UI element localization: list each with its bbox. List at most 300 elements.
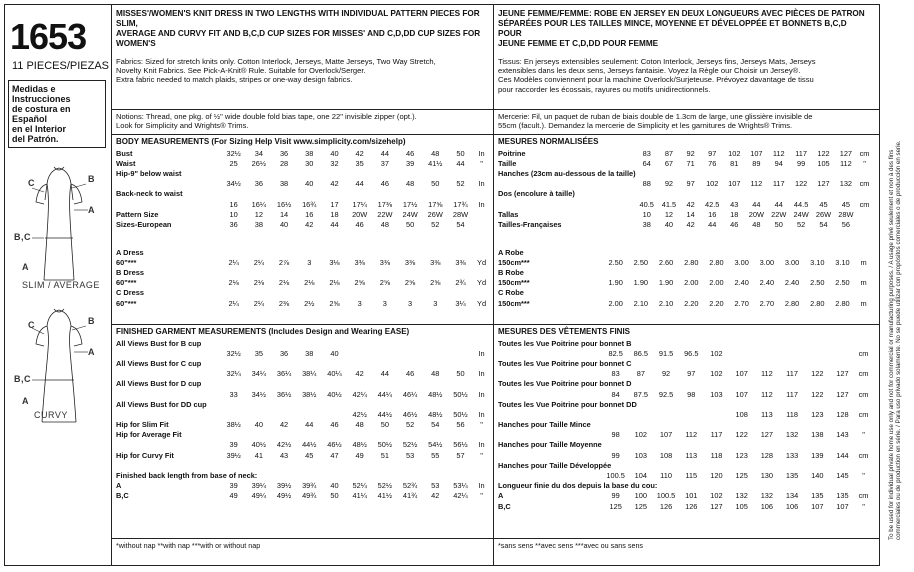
table-cell: 125 (609, 501, 622, 511)
label-a-curvy-bottom: A (22, 396, 29, 406)
table-cell: 112 (685, 430, 698, 440)
table-cell: 120 (710, 471, 723, 481)
table-cell: 12 (664, 209, 674, 219)
unit-cell: " (863, 158, 866, 168)
row-label: Toutes les Vue Poitrine pour bonnet DD (498, 399, 637, 409)
table-cell: 42¼ (453, 491, 468, 501)
table-cell: 49 (355, 450, 364, 460)
table-cell: 2⅞ (278, 257, 290, 267)
table-cell: 139 (811, 450, 824, 460)
row-label: C Dress (116, 288, 144, 298)
table-cell: 102 (710, 369, 723, 379)
table-cell: 45 (819, 199, 828, 209)
table-cell: 41½ (428, 158, 443, 168)
table-cell: 16 (305, 209, 314, 219)
table-cell (768, 189, 790, 199)
table-cell: 92.5 (658, 389, 674, 399)
unit-cell: In (478, 148, 485, 158)
table-cell: 44¼ (377, 389, 393, 399)
french-fabrics (498, 57, 872, 94)
table-cell: 32½ (226, 348, 241, 358)
table-cell: 97 (708, 148, 717, 158)
unit-cell: In (478, 409, 485, 419)
table-cell: 125 (735, 471, 748, 481)
table-cell: 54 (819, 219, 828, 229)
table-cell: 44 (330, 219, 339, 229)
table-row (498, 348, 872, 358)
table-cell: 45 (305, 450, 314, 460)
table-cell: 50 (431, 179, 440, 189)
table-cell: 44½ (302, 440, 317, 450)
table-cell: 3 (408, 298, 413, 308)
table-cell: 17½ (402, 199, 418, 209)
table-cell: 145 (836, 471, 849, 481)
table-cell: 2.70 (734, 298, 749, 308)
table-cell: 107 (811, 501, 824, 511)
table-cell (221, 189, 246, 199)
french-title-line: JEUNE FEMME ET C,D,DD POUR FEMME (498, 39, 659, 48)
table-cell: 50 (456, 369, 465, 379)
table-row (116, 379, 490, 389)
table-cell: 47 (330, 450, 339, 460)
unit-cell: " (480, 491, 483, 501)
unit-cell: " (480, 158, 483, 168)
table-cell: 52½ (377, 481, 393, 491)
table-cell: 64 (642, 158, 651, 168)
table-cell: 128 (836, 409, 849, 419)
row-label (116, 179, 221, 189)
table-cell: 35 (254, 348, 263, 358)
table-cell: 82.5 (608, 348, 623, 358)
table-cell: 34¼ (251, 369, 267, 379)
row-label: A (498, 491, 504, 501)
unit-cell: In (478, 369, 485, 379)
row-label: A (116, 481, 122, 491)
english-finished-table (116, 338, 490, 501)
table-cell (322, 168, 347, 178)
table-cell: 42 (355, 148, 364, 158)
table-cell: 12 (254, 209, 263, 219)
table-cell: 53 (431, 481, 440, 491)
unit-cell: Yd (477, 257, 487, 267)
spanish-note (8, 80, 106, 148)
table-cell: 28W (452, 209, 469, 219)
table-row (498, 399, 872, 409)
table-cell: 10 (642, 209, 651, 219)
table-cell: 144 (836, 450, 849, 460)
table-cell: 49 (229, 491, 238, 501)
row-label: Hanches pour Taille Mince (498, 420, 591, 430)
table-cell: 44 (380, 369, 389, 379)
table-row (498, 491, 872, 501)
table-cell: 81 (730, 158, 739, 168)
table-cell: 76 (708, 158, 717, 168)
table-cell: 2.80 (684, 257, 699, 267)
table-cell: 48 (405, 179, 415, 189)
table-row (116, 148, 490, 158)
table-cell: 2¼ (228, 257, 239, 267)
table-cell: 48 (752, 219, 761, 229)
table-cell: 24W (793, 209, 809, 219)
table-cell: 102 (710, 348, 723, 358)
unit-cell: In (478, 440, 485, 450)
table-cell: 22W (771, 209, 787, 219)
table-cell: 34½ (226, 179, 241, 189)
table-cell: 36 (254, 179, 263, 189)
table-cell: 40 (664, 219, 674, 229)
table-cell: 104 (634, 471, 648, 481)
table-cell (297, 168, 322, 178)
row-label (116, 369, 221, 379)
unit-cell: " (862, 430, 865, 440)
row-label: Back-neck to waist (116, 189, 183, 199)
table-cell: 112 (760, 369, 773, 379)
table-cell: 2.80 (784, 298, 800, 308)
table-cell (723, 189, 745, 199)
unit-cell: In (478, 179, 485, 189)
table-cell: 16¼ (251, 199, 267, 209)
unit-cell: m (860, 298, 867, 308)
table-cell: 32½ (226, 148, 241, 158)
table-cell: 2½ (304, 298, 315, 308)
english-finished-header: FINISHED GARMENT MEASUREMENTS (Includes Design and Wearing EASE) (116, 327, 410, 336)
table-cell: 52½ (402, 440, 418, 450)
table-cell: 39 (229, 481, 238, 491)
table-cell: 32 (330, 158, 339, 168)
row-label (116, 460, 490, 470)
table-row (116, 399, 490, 409)
table-cell: 36¼ (276, 369, 292, 379)
table-cell: 43 (279, 450, 289, 460)
table-row (116, 389, 490, 399)
table-cell (779, 348, 804, 358)
table-cell: 2¼ (228, 298, 239, 308)
table-cell (745, 189, 767, 199)
table-cell: 54 (431, 420, 440, 430)
table-cell (372, 189, 397, 199)
table-cell (423, 168, 448, 178)
table-cell: 2.50 (835, 278, 850, 288)
table-cell: 89 (752, 158, 761, 168)
french-body-header: MESURES NORMALISÉES (498, 137, 599, 146)
table-cell (246, 168, 271, 178)
spanish-note-line: en el Interior (12, 124, 67, 134)
label-c-curvy: C (28, 320, 35, 330)
table-row (498, 257, 872, 267)
table-row (116, 420, 490, 430)
table-cell: 3 (307, 257, 312, 267)
french-fabrics-line: Tissus: En jerseys extensibles seulement: Coton Interlock, Jerseys fins, Jerseys Mats, Jerseys (498, 57, 816, 66)
table-cell (372, 168, 397, 178)
table-cell: 39½ (226, 450, 241, 460)
table-cell (297, 189, 322, 199)
table-row (116, 179, 490, 189)
table-cell: 2.00 (684, 278, 699, 288)
row-label: All Views Bust for D cup (116, 379, 202, 389)
row-label: Hanches pour Taille Moyenne (498, 440, 602, 450)
table-cell: 34 (254, 148, 263, 158)
french-footnote: *sans sens **avec sens ***avec ou sans sens (498, 541, 644, 550)
table-cell: 102 (728, 148, 741, 158)
table-cell: 2.40 (759, 278, 775, 288)
row-label: B,C (498, 501, 511, 511)
table-cell: 42½ (276, 440, 292, 450)
table-cell: 55 (431, 450, 440, 460)
table-cell: 43 (730, 199, 739, 209)
unit-cell: cm (858, 409, 869, 419)
table-cell: 86.5 (633, 348, 649, 358)
unit-cell (473, 209, 490, 219)
table-cell: 46 (730, 219, 739, 229)
table-cell (754, 348, 779, 358)
table-row (498, 247, 872, 257)
table-cell: 32¼ (226, 369, 241, 379)
unit-cell: cm (858, 450, 869, 460)
table-cell: 16 (708, 209, 717, 219)
table-cell: 128 (760, 450, 774, 460)
table-cell: 36 (279, 348, 289, 358)
table-cell: 39¾ (302, 481, 317, 491)
table-cell: 28W (838, 209, 854, 219)
table-cell: 35 (355, 158, 364, 168)
row-label: B Dress (116, 267, 144, 277)
table-row (498, 481, 872, 491)
table-cell: 54 (456, 219, 465, 229)
row-label: 150cm*** (498, 298, 530, 308)
label-a-bottom: A (22, 262, 29, 272)
spanish-note-line: del Patrón. (12, 134, 59, 144)
table-cell: 40 (305, 179, 314, 189)
table-cell: 113 (760, 409, 773, 419)
table-cell: 38¼ (302, 369, 317, 379)
table-cell: 2⅛ (278, 278, 290, 288)
table-cell: 3⅜ (430, 257, 441, 267)
unit-cell (857, 209, 872, 219)
table-cell: 39½ (276, 481, 292, 491)
french-notions (498, 112, 872, 130)
table-cell: 2.60 (658, 257, 674, 267)
table-cell: 100.5 (656, 491, 676, 501)
table-cell: 50½ (377, 440, 393, 450)
table-cell: 127 (760, 430, 774, 440)
table-cell (723, 168, 745, 178)
table-cell: 117 (786, 389, 798, 399)
table-row (116, 491, 490, 501)
table-cell: 3⅛ (329, 257, 340, 267)
unit-cell: cm (859, 179, 870, 189)
table-cell: 3.00 (734, 257, 749, 267)
table-cell: 135 (785, 471, 799, 481)
row-label (498, 430, 603, 440)
table-cell: 48½ (428, 409, 443, 419)
table-cell (704, 409, 729, 419)
english-yardage-table (116, 247, 490, 308)
table-row (116, 338, 490, 348)
slim-dress-body (44, 184, 74, 280)
table-row (498, 450, 872, 460)
french-finished-header: MESURES DES VÊTEMENTS FINIS (498, 327, 631, 336)
english-notions-line: Notions: Thread, one pkg. of ½" wide double fold bias tape, one 22" invisible zipper (opt.). (116, 112, 417, 121)
row-label: Dos (encolure à taille) (498, 189, 575, 199)
row-label: 60"*** (116, 298, 137, 308)
table-cell: 107 (836, 501, 849, 511)
table-cell: 2.80 (835, 298, 850, 308)
table-cell: 40 (330, 148, 339, 158)
french-fabrics-line: Ces Modèles conviennent pour la machine Overlock/Surjeteuse. Prévoyez davantage de tissu (498, 75, 814, 85)
table-cell: 26W (427, 209, 443, 219)
table-cell: 3⅜ (354, 257, 365, 267)
table-cell: 20W (352, 209, 368, 219)
table-cell (397, 189, 422, 199)
row-label: A Robe (498, 247, 524, 257)
table-cell: 40.5 (639, 199, 654, 209)
table-cell (653, 409, 678, 419)
table-cell: 92 (686, 148, 695, 158)
table-row (498, 288, 872, 298)
table-cell: 26W (815, 209, 832, 219)
table-cell: 102 (634, 430, 648, 440)
row-label: A Dress (116, 247, 144, 257)
table-cell: 36½ (276, 389, 292, 399)
table-cell (246, 189, 271, 199)
table-cell: 53¼ (453, 481, 468, 491)
table-cell: 46 (380, 179, 389, 189)
table-cell: 42 (355, 369, 364, 379)
table-cell: 46 (330, 420, 339, 430)
table-cell: 2⅝ (379, 278, 390, 288)
table-cell: 3.00 (784, 257, 800, 267)
label-slim-average: SLIM / AVERAGE (22, 280, 100, 290)
table-cell (397, 348, 422, 358)
unit-cell: cm (858, 369, 869, 379)
table-cell: 41.5 (661, 199, 677, 209)
french-title-line: JEUNE FEMME/FEMME: ROBE EN JERSEY EN DEUX LONGUEURS AVEC PIÈCES DE PATRON (498, 9, 865, 18)
table-cell: 132 (839, 179, 853, 189)
row-label (498, 470, 603, 480)
table-cell: 1.90 (658, 278, 674, 288)
unit-cell: " (862, 471, 865, 481)
table-row (498, 430, 872, 440)
table-cell: 41¾ (402, 491, 418, 501)
table-row (116, 257, 490, 267)
row-label (116, 409, 221, 419)
row-label: Longueur finie du dos depuis la base du cou: (498, 481, 658, 491)
table-cell: 117 (710, 430, 723, 440)
table-cell: 39 (229, 440, 238, 450)
table-row (116, 409, 490, 419)
table-cell: 50 (405, 219, 415, 229)
table-cell: 36 (279, 148, 289, 158)
table-row (116, 348, 490, 358)
table-cell (423, 348, 448, 358)
label-c: C (28, 178, 35, 188)
table-cell: 18 (330, 209, 339, 219)
table-cell: 48 (431, 148, 440, 158)
unit-cell: cm (858, 348, 869, 358)
table-cell: 122 (811, 369, 824, 379)
table-cell (790, 168, 812, 178)
table-cell: 87 (636, 369, 645, 379)
table-row (116, 450, 490, 460)
unit-cell: " (480, 450, 483, 460)
table-cell: 98 (611, 430, 620, 440)
table-cell: 3⅜ (455, 257, 466, 267)
table-cell: 17⅝ (428, 199, 443, 209)
row-label (116, 440, 221, 450)
table-cell: 16½ (276, 199, 292, 209)
row-label (498, 179, 636, 189)
usage-notice-line: commerciales ou de production en série. / Para uso privado solamente. No se puede utilizar con propósitos comerciales o de producción en serie. (895, 140, 903, 540)
table-cell (372, 348, 397, 358)
unit-cell: m (860, 278, 867, 288)
table-cell: 33 (229, 389, 238, 399)
table-row (498, 369, 872, 379)
table-cell: 44½ (377, 409, 393, 419)
table-cell: 52 (431, 219, 440, 229)
table-cell: 44 (456, 158, 465, 168)
table-cell: 132 (785, 430, 799, 440)
table-cell: 52¾ (402, 481, 418, 491)
table-cell (636, 168, 658, 178)
table-row (116, 369, 490, 379)
table-row (116, 481, 490, 491)
table-cell: 46 (355, 219, 364, 229)
table-cell: 28 (279, 158, 289, 168)
table-cell: 57 (456, 450, 465, 460)
row-label (116, 389, 221, 399)
table-cell: 2⅛ (329, 278, 340, 288)
table-cell (658, 189, 680, 199)
table-cell: 2.00 (608, 298, 623, 308)
table-cell (297, 409, 322, 419)
table-row (116, 440, 490, 450)
table-cell: 106 (785, 501, 799, 511)
table-cell (246, 409, 271, 419)
table-cell: 122 (794, 179, 808, 189)
english-title-line: WOMEN'S (116, 39, 156, 48)
table-cell: 37 (380, 158, 389, 168)
table-cell: 108 (659, 450, 673, 460)
table-cell: 38 (642, 219, 651, 229)
table-cell: 117 (786, 369, 798, 379)
table-row (498, 501, 872, 511)
table-cell: 41 (254, 450, 263, 460)
table-cell: 2⅛ (304, 278, 315, 288)
table-row (116, 219, 490, 229)
table-cell: 122 (735, 430, 748, 440)
table-cell: 2¼ (253, 298, 264, 308)
table-cell (628, 409, 653, 419)
unit-cell: In (478, 199, 485, 209)
table-cell: 140 (811, 471, 824, 481)
table-cell: 123 (811, 409, 824, 419)
table-cell: 46 (405, 148, 415, 158)
table-cell: 44.5 (793, 199, 809, 209)
row-label (498, 369, 603, 379)
table-cell: 3.10 (835, 257, 850, 267)
english-title-line: MISSES'/WOMEN'S KNIT DRESS IN TWO LENGTHS WITH INDIVIDUAL PATTERN PIECES FOR SLIM, (116, 9, 480, 28)
table-cell: 3¼ (455, 298, 466, 308)
table-cell (397, 168, 422, 178)
row-label: Hanches pour Taille Développée (498, 460, 612, 470)
table-cell: 135 (811, 491, 824, 501)
table-cell: 67 (664, 158, 674, 168)
table-row (498, 389, 872, 399)
english-body-table (116, 148, 490, 230)
row-label: Sizes-European (116, 219, 172, 229)
table-cell: 38½ (226, 420, 241, 430)
english-title-line: AVERAGE AND CURVY FIT AND B,C,D CUP SIZES FOR MISSES' AND C,D,DD CUP SIZES FOR (116, 29, 481, 38)
